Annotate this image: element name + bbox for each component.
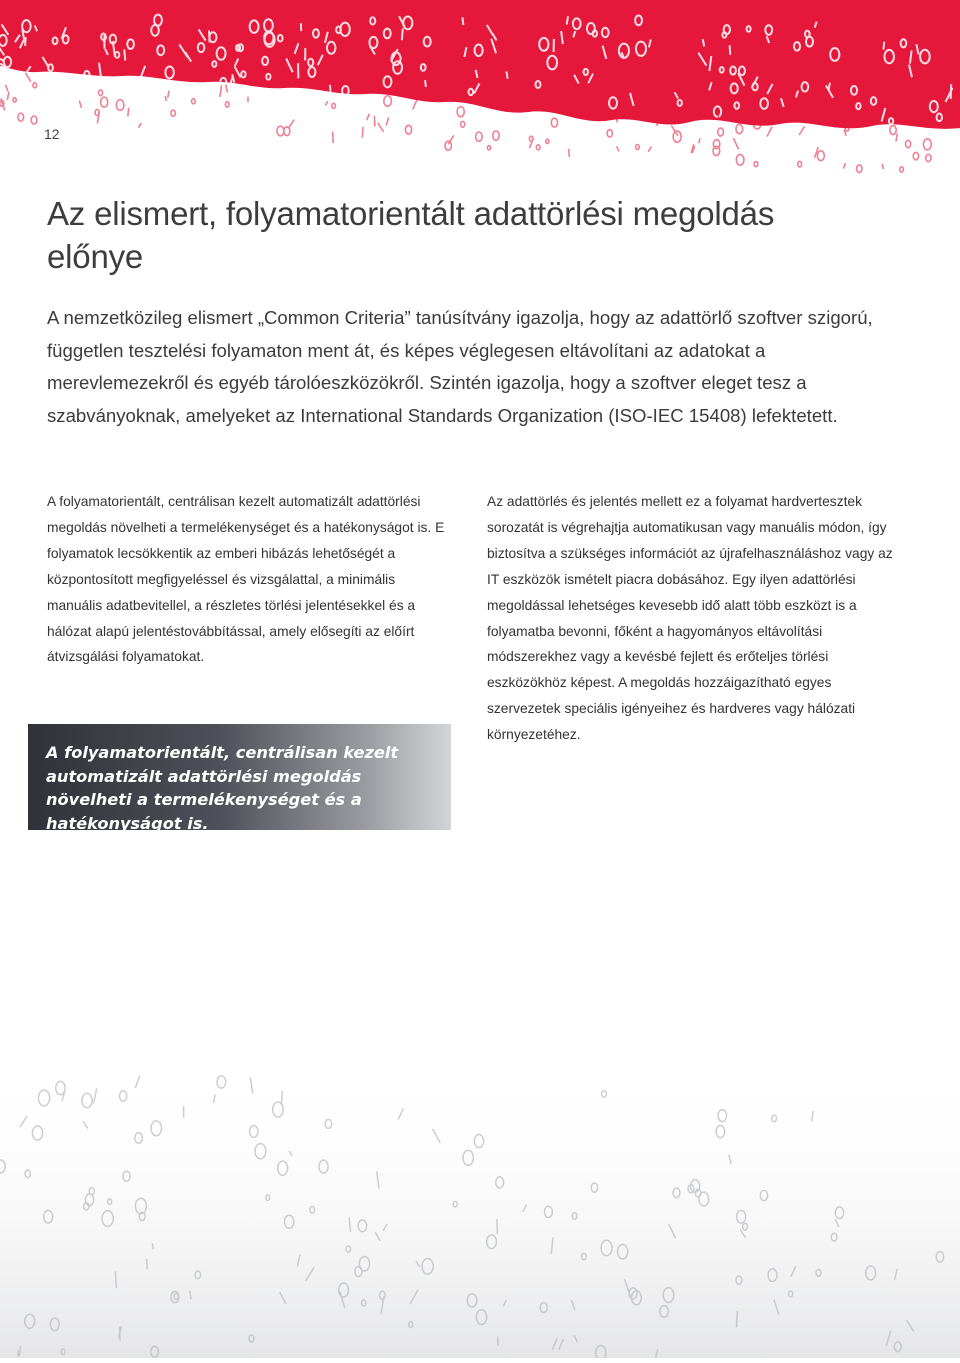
right-column-text: Az adattörlés és jelentés mellett ez a folyamat hardvertesztek sorozatát is végrehajtja automatikusan vagy manuális módon, így biztosítva a szükséges információt az újrafelhasználáshoz vagy az IT eszközök ismételt piacra dobásához. Egy ilyen adattörlési megoldással lehetséges kevesebb idő alatt több eszközt is a folyamatba bevonni, főként a hagyományos eltávolítási módszerekhez vagy a kevésbé fejlett és erőteljes törlési eszközökhöz képest. A megoldás hozzáigazítható egyes szervezetek speciális igényeihez és hardveres vagy hálózati környezetéhez.	[487, 489, 907, 748]
callout-text: A folyamatorientált, centrálisan kezelt automatizált adattörlési megoldás növelheti a termelékenységet és a hatékonyságot is.	[46, 741, 446, 835]
grey-binary-footer-texture	[0, 1060, 960, 1358]
red-binary-header-banner	[0, 0, 960, 190]
left-column-text: A folyamatorientált, centrálisan kezelt automatizált adattörlési megoldás növelheti a termelékenységet és a hatékonyságot is. E folyamatok lecsökkentik az emberi hibázás lehetőségét a központosított megfigyeléssel és vizsgálattal, a minimális manuális adatbevitellel, a részletes törlési jelentésekkel és a hálózat alapú jelentéstovábbítással, amely elősegíti az előírt átvizsgálási folyamatokat.	[47, 489, 452, 670]
intro-paragraph: A nemzetközileg elismert „Common Criteria” tanúsítvány igazolja, hogy az adattörlő szoftver szigorú, független tesztelési folyamaton ment át, és képes véglegesen eltávolítani az adatokat a merevlemezekről és egyéb tárolóeszközökről. Szintén igazolja, hogy a szoftver eleget tesz a szabványoknak, amelyeket az International Standards Organization (ISO-IEC 15408) lefektetett.	[47, 302, 907, 432]
page-title: Az elismert, folyamatorientált adattörlési megoldás előnye	[47, 192, 867, 278]
page-number: 12	[44, 126, 60, 142]
callout-box	[28, 724, 451, 830]
